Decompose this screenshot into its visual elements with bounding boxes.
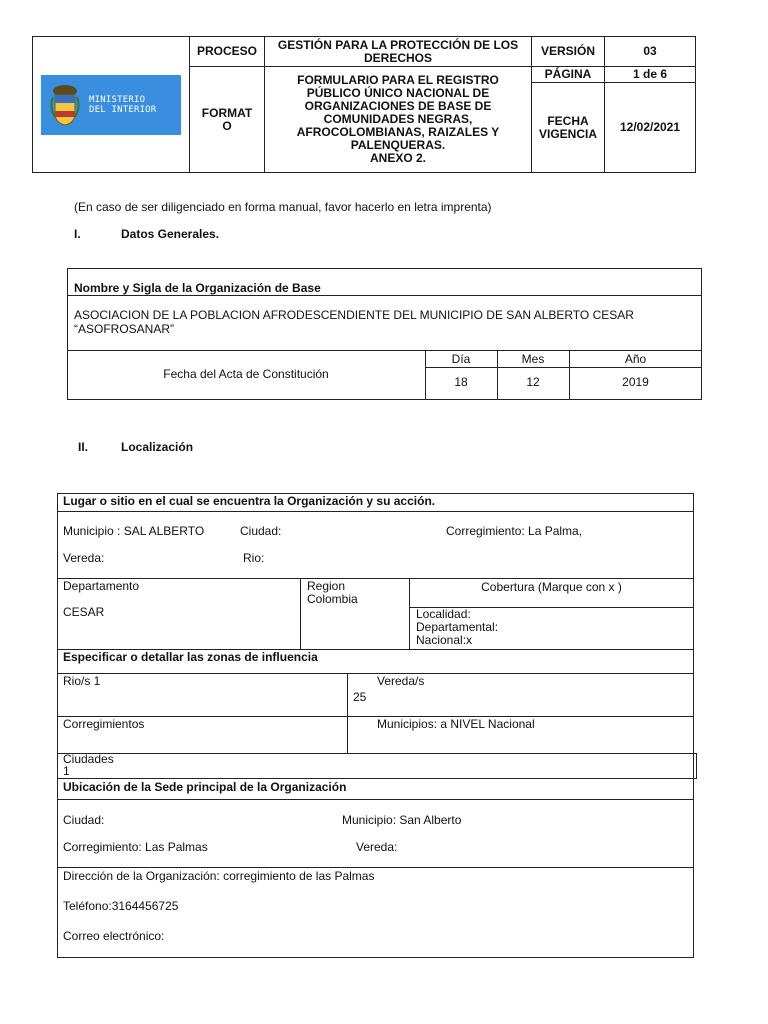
telefono-field: Teléfono:3164456725 [63,899,179,913]
formato-label-text: FORMAT O [201,105,253,133]
vereda-field: Vereda: [63,551,105,565]
logo-text-line2: DEL INTERIOR [89,104,157,115]
org-acronym-value: “ASOFROSANAR” [74,322,175,336]
direccion-field: Dirección de la Organización: corregimiento de las Palmas [63,869,375,883]
formato-value [265,67,532,173]
ministry-logo [41,75,181,135]
anio-value: 2019 [622,375,649,389]
sede-municipio: Municipio: San Alberto [342,813,462,827]
formato-line: PÚBLICO ÚNICO NACIONAL DE [306,86,490,100]
mes-value: 12 [526,375,540,389]
section1-title: Datos Generales. [121,227,220,241]
formato-line: ANEXO 2. [369,151,426,165]
org-name-value: ASOCIACION DE LA POBLACION AFRODESCENDIENTE DEL MUNICIPIO DE SAN ALBERTO CESAR [74,308,634,322]
formato-line: AFROCOLOMBIANAS, RAIZALES Y [296,125,500,139]
corregimiento-field: Corregimiento: La Palma, [446,524,583,538]
cobertura-label: Cobertura (Marque con x ) [481,580,622,594]
logo-text-line1: MINISTERIO [89,94,146,105]
manual-fill-note: (En caso de ser diligenciado en forma manual, favor hacerlo en letra imprenta) [74,200,492,214]
formato-line: ORGANIZACIONES DE BASE DE [304,99,492,113]
fecha-vigencia-value: 12/02/2021 [605,83,696,173]
dia-value: 18 [454,375,468,389]
section2-number: II. [78,440,89,454]
departamento-label: Departamento [63,579,140,593]
sede-ciudad: Ciudad: [63,813,105,827]
formato-line: FORMULARIO PARA EL REGISTRO [297,73,499,87]
section2-title: Localización [121,440,194,454]
sede-title: Ubicación de la Sede principal de la Organización [63,780,347,794]
region-line1: Region [307,579,346,593]
location-table [57,493,694,958]
dia-label: Día [451,352,471,366]
pagina-value: 1 de 6 [605,67,696,83]
proceso-label: PROCESO [190,37,265,67]
coat-of-arms-icon [49,83,81,127]
ciudades-label: Ciudades [63,752,114,766]
formato-label [190,67,265,173]
anio-label: Año [624,352,647,366]
ciudades-field [63,753,114,777]
lugar-title: Lugar o sitio en el cual se encuentra la Organización y su acción. [63,494,436,508]
correo-field: Correo electrónico: [63,929,165,943]
cobertura-nacional: Nacional:x [416,633,473,647]
rios-field: Rio/s 1 [63,674,101,688]
header-table [32,36,696,173]
municipio-field: Municipio : SAL ALBERTO [63,524,205,538]
formato-line: PALENQUERAS. [350,138,446,152]
version-label: VERSIÓN [532,37,605,67]
cobertura-localidad: Localidad: [416,607,471,621]
sede-corregimiento: Corregimiento: Las Palmas [63,840,208,854]
ciudades-cell [57,753,697,779]
org-name-label: Nombre y Sigla de la Organización de Base [74,281,321,295]
pagina-label: PÁGINA [532,67,605,83]
fecha-vigencia-label [532,83,605,173]
ciudad-field: Ciudad: [240,524,282,538]
zonas-title: Especificar o detallar las zonas de influencia [63,650,318,664]
corregimientos-field: Corregimientos [63,717,145,731]
municipios-field: Municipios: a NIVEL Nacional [377,717,535,731]
formato-line: COMUNIDADES NEGRAS, [323,112,473,126]
fecha-acta-label: Fecha del Acta de Constitución [163,367,329,381]
region-line2: Colombia [307,592,358,606]
veredas-label: Vereda/s [377,674,425,688]
version-value: 03 [605,37,696,67]
departamento-value: CESAR [63,605,105,619]
cobertura-options [416,608,498,647]
proceso-value: GESTIÓN PARA LA PROTECCIÓN DE LOS DERECHOS [265,37,532,67]
section1-number: I. [74,227,81,241]
fecha-vigencia-text: FECHA VIGENCIA [538,113,597,141]
region-field [307,580,358,606]
cobertura-departamental: Departamental: [416,620,499,634]
sede-vereda: Vereda: [356,840,398,854]
veredas-value: 25 [353,690,367,704]
rio-field: Rio: [243,551,265,565]
mes-label: Mes [521,352,545,366]
logo-cell [33,37,190,173]
ciudades-value: 1 [63,764,70,778]
